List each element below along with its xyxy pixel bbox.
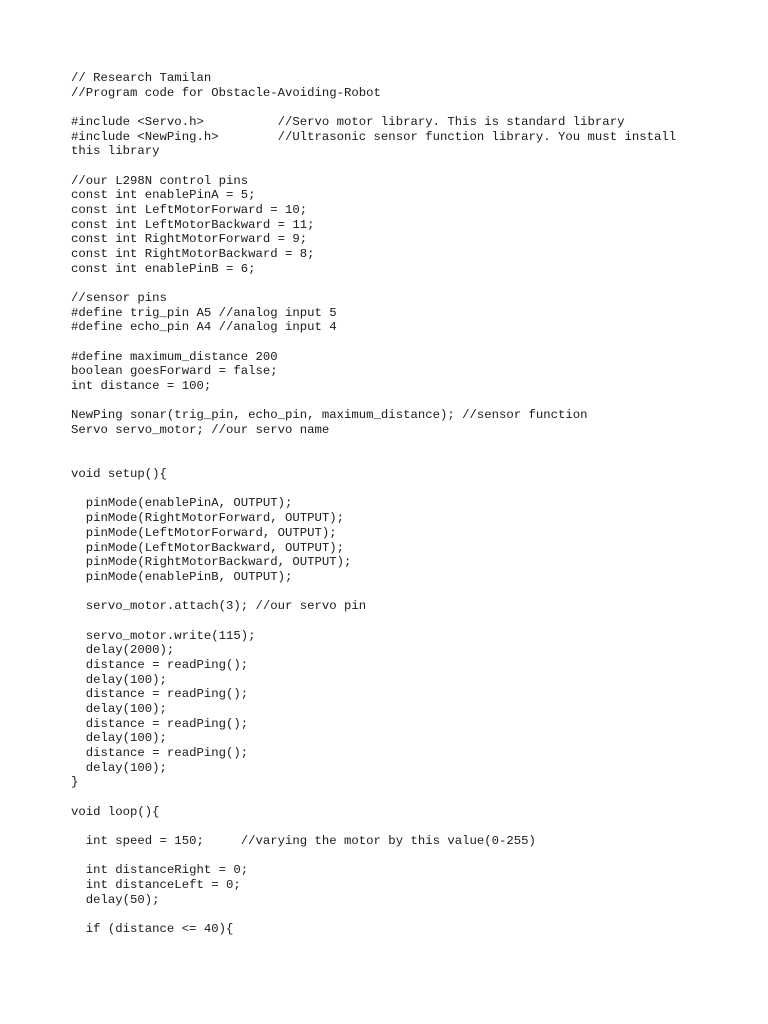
code-line: //sensor pins bbox=[71, 291, 167, 306]
code-line: delay(100); bbox=[71, 731, 167, 746]
code-line bbox=[71, 452, 676, 467]
code-line bbox=[71, 438, 676, 453]
code-line: void loop(){ bbox=[71, 804, 160, 819]
code-line bbox=[71, 790, 676, 805]
code-line: if (distance <= 40){ bbox=[71, 921, 234, 936]
code-line: int speed = 150; //varying the motor by this value(0-255) bbox=[71, 833, 536, 848]
code-line: const int RightMotorForward = 9; bbox=[71, 232, 308, 247]
code-line: delay(2000); bbox=[71, 643, 175, 658]
code-line: //Program code for Obstacle-Avoiding-Robot bbox=[71, 85, 381, 100]
code-line: } bbox=[71, 775, 79, 790]
code-line bbox=[71, 585, 676, 600]
code-line: #include <NewPing.h> //Ultrasonic sensor function library. You must install bbox=[71, 129, 677, 144]
code-line bbox=[71, 849, 676, 864]
code-line: #define trig_pin A5 //analog input 5 bbox=[71, 305, 337, 320]
code-line: int distanceLeft = 0; bbox=[71, 877, 241, 892]
code-line: Servo servo_motor; //our servo name bbox=[71, 423, 330, 438]
code-line: delay(50); bbox=[71, 892, 160, 907]
code-line: NewPing sonar(trig_pin, echo_pin, maximum_distance); //sensor function bbox=[71, 408, 588, 423]
code-line: int distance = 100; bbox=[71, 379, 212, 394]
code-line: const int enablePinB = 6; bbox=[71, 261, 256, 276]
code-line: int distanceRight = 0; bbox=[71, 863, 249, 878]
code-line: pinMode(RightMotorBackward, OUTPUT); bbox=[71, 555, 352, 570]
code-line bbox=[71, 482, 676, 497]
code-line: const int LeftMotorBackward = 11; bbox=[71, 217, 315, 232]
code-line bbox=[71, 907, 676, 922]
code-line bbox=[71, 100, 676, 115]
code-line: void setup(){ bbox=[71, 467, 167, 482]
code-line: servo_motor.write(115); bbox=[71, 628, 256, 643]
code-line: const int enablePinA = 5; bbox=[71, 188, 256, 203]
code-line: distance = readPing(); bbox=[71, 657, 249, 672]
code-line: pinMode(RightMotorForward, OUTPUT); bbox=[71, 511, 345, 526]
code-line: pinMode(enablePinB, OUTPUT); bbox=[71, 569, 293, 584]
code-line bbox=[71, 276, 676, 291]
code-line: delay(100); bbox=[71, 672, 167, 687]
code-line: delay(100); bbox=[71, 760, 167, 775]
code-line bbox=[71, 159, 676, 174]
code-line: #include <Servo.h> //Servo motor library. This is standard library bbox=[71, 115, 625, 130]
code-line: servo_motor.attach(3); //our servo pin bbox=[71, 599, 367, 614]
code-line: #define echo_pin A4 //analog input 4 bbox=[71, 320, 337, 335]
code-line: distance = readPing(); bbox=[71, 716, 249, 731]
code-line: #define maximum_distance 200 bbox=[71, 349, 278, 364]
code-line bbox=[71, 819, 676, 834]
code-line: // Research Tamilan bbox=[71, 71, 212, 85]
code-line: pinMode(LeftMotorBackward, OUTPUT); bbox=[71, 540, 345, 555]
code-line: distance = readPing(); bbox=[71, 745, 249, 760]
code-line: this library bbox=[71, 144, 160, 159]
code-line: distance = readPing(); bbox=[71, 687, 249, 702]
code-listing bbox=[71, 71, 676, 937]
code-line: const int RightMotorBackward = 8; bbox=[71, 247, 315, 262]
code-line: //our L298N control pins bbox=[71, 173, 249, 188]
code-line bbox=[71, 614, 676, 629]
code-line bbox=[71, 335, 676, 350]
code-line: boolean goesForward = false; bbox=[71, 364, 278, 379]
code-line: pinMode(LeftMotorForward, OUTPUT); bbox=[71, 525, 337, 540]
code-line: delay(100); bbox=[71, 701, 167, 716]
code-line bbox=[71, 394, 676, 409]
code-line: pinMode(enablePinA, OUTPUT); bbox=[71, 496, 293, 511]
code-line: const int LeftMotorForward = 10; bbox=[71, 203, 308, 218]
